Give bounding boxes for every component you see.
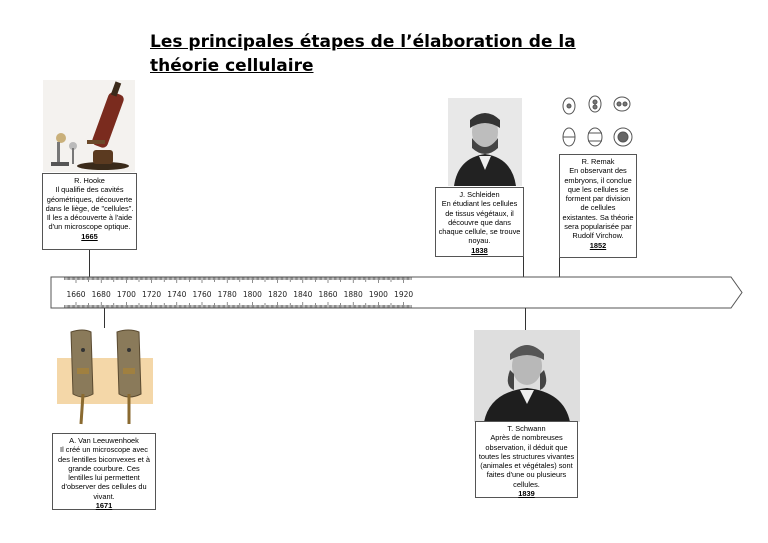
event-year: 1671	[95, 501, 113, 511]
event-description: En observant des embryons, il conclue que les cellules se forment par division de cellules existantes. Sa théorie sera popularisée par Rudolf Virchow.	[562, 166, 634, 241]
tick-label: 1900	[368, 290, 388, 299]
tick-label: 1740	[167, 290, 187, 299]
tick-label: 1860	[318, 290, 338, 299]
tick-label: 1660	[66, 290, 86, 299]
event-name: R. Remak	[581, 157, 615, 166]
event-name: T. Schwann	[507, 424, 546, 433]
tick-label: 1800	[242, 290, 262, 299]
tick-label: 1780	[217, 290, 237, 299]
tick-label: 1920	[394, 290, 414, 299]
connector-schwann	[525, 308, 526, 330]
event-year: 1852	[589, 240, 607, 250]
connector-leeuwenhoek	[104, 308, 105, 328]
page-title: Les principales étapes de l’élaboration de la théorie cellulaire	[150, 32, 576, 76]
tick-label: 1760	[192, 290, 212, 299]
tick-label: 1720	[142, 290, 162, 299]
tick-label: 1820	[268, 290, 288, 299]
event-name: A. Van Leeuwenhoek	[69, 436, 139, 445]
event-year: 1839	[518, 489, 535, 499]
schwann-portrait	[474, 330, 580, 422]
event-year: 1838	[471, 245, 488, 255]
event-description: Après de nombreuses observation, il déduit que toutes les structures vivantes (animales et végétales) sont faites d'une ou plusieurs cellules.	[478, 433, 575, 489]
event-year: 1665	[81, 231, 98, 241]
event-description: En étudiant les cellules de tissus végétaux, il découvre que dans chaque cellule, se trouve noyau.	[438, 199, 521, 246]
leeuwenhoek-microscope-image	[57, 328, 153, 426]
event-box-leeuwenhoek	[52, 433, 156, 510]
tick-label: 1680	[91, 290, 111, 299]
event-name: J. Schleiden	[459, 190, 500, 199]
tick-label: 1880	[343, 290, 363, 299]
tick-label: 1840	[293, 290, 313, 299]
tick-label: 1700	[116, 290, 136, 299]
event-description: Il qualifie des cavités géométriques, découverte dans le liège, de "cellules". Il les a découverte à l'aide d'un microscope optique.	[45, 185, 134, 232]
event-description: Il créé un microscope avec des lentilles biconvexes et à grande courbure. Ces lentilles lui permettent d'observer des cellules du vivant.	[57, 445, 151, 501]
event-box-schwann	[475, 421, 578, 498]
event-name: R. Hooke	[74, 176, 105, 185]
